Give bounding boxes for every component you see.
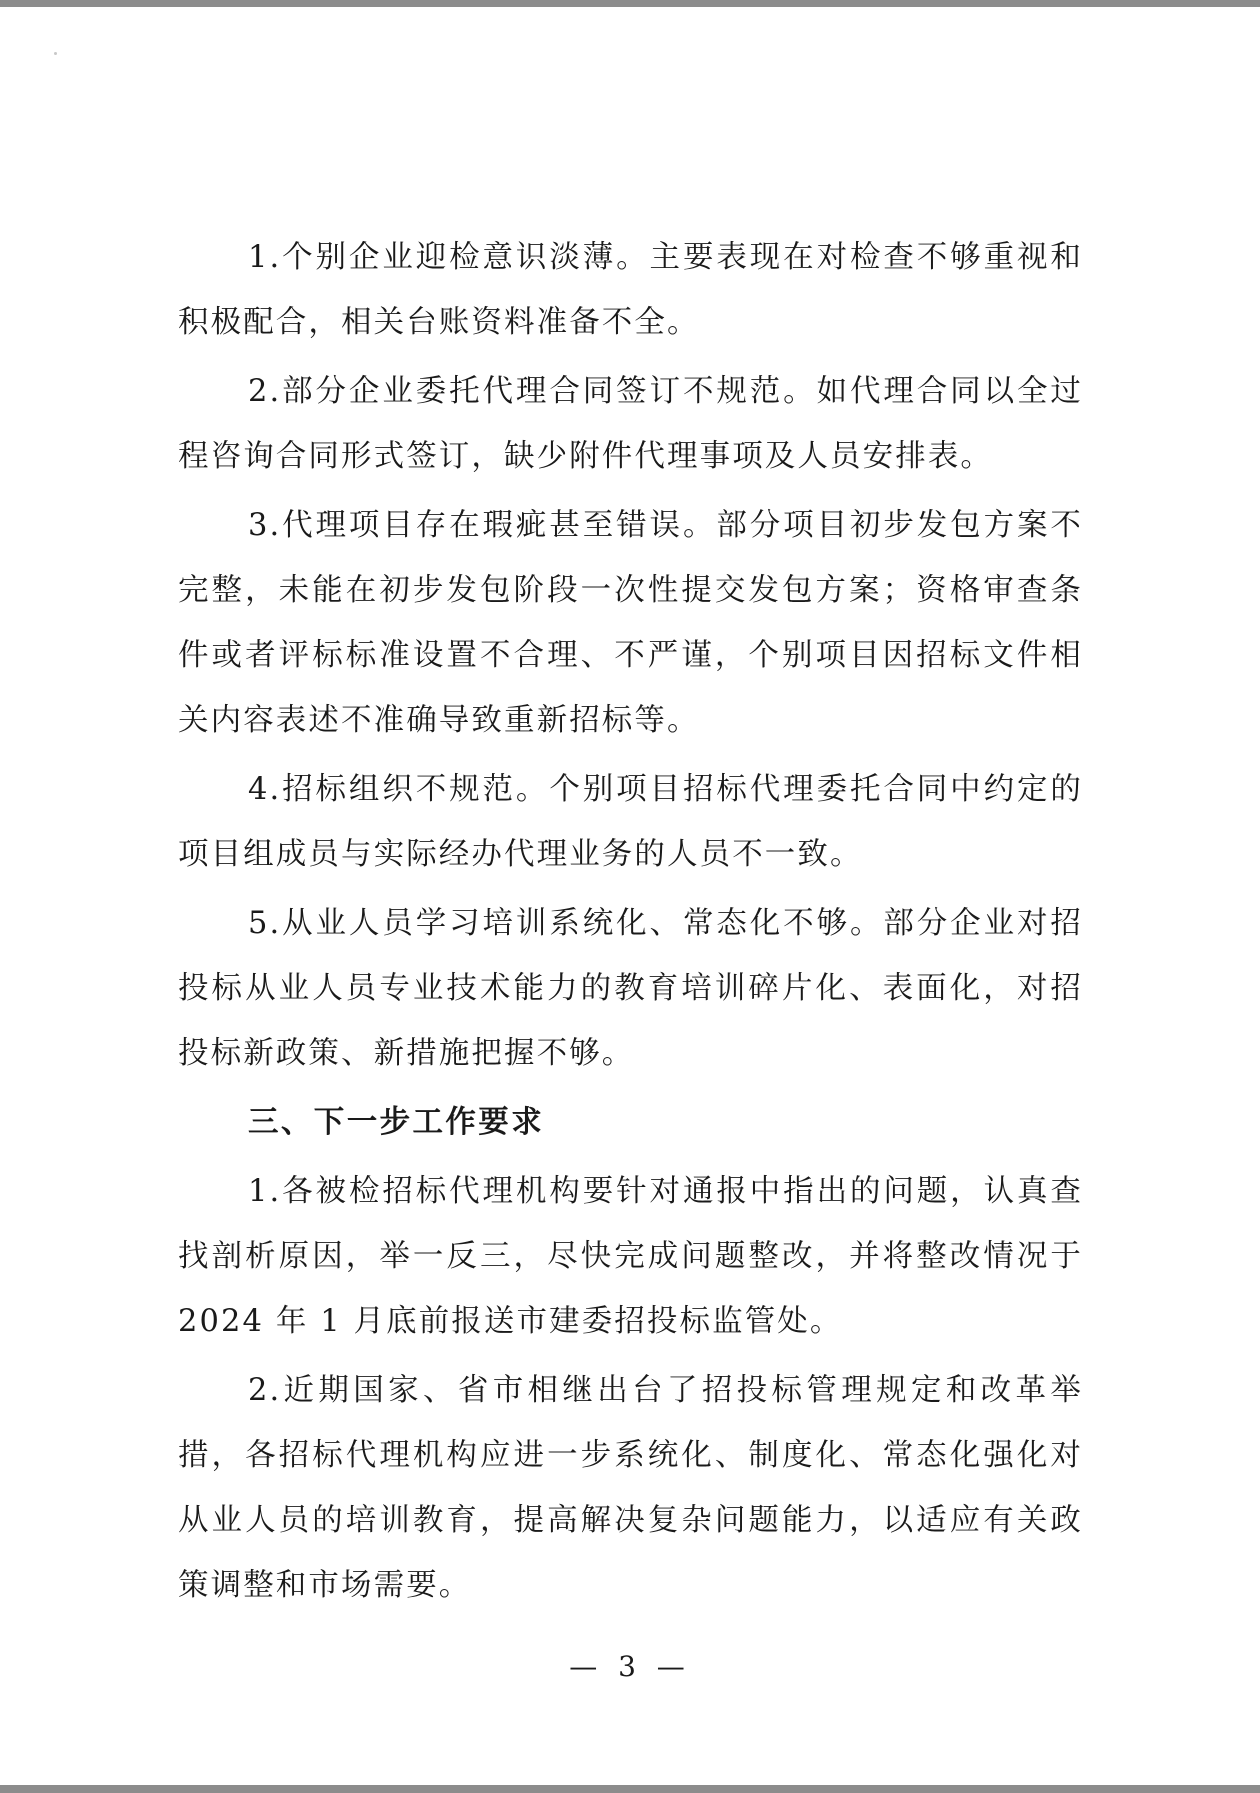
issue-paragraph-1: 1.个别企业迎检意识淡薄。主要表现在对检查不够重视和积极配合，相关台账资料准备不全。 [178,240,1083,340]
issue-paragraph-5: 5.从业人员学习培训系统化、常态化不够。部分企业对招投标从业人员专业技术能力的教育培训碎片化、表面化，对招投标新政策、新措施把握不够。 [178,906,1083,1071]
scan-artifact [54,52,57,55]
requirement-paragraph-2: 2.近期国家、省市相继出台了招投标管理规定和改革举措，各招标代理机构应进一步系统化、制度化、常态化强化对从业人员的培训教育，提高解决复杂问题能力，以适应有关政策调整和市场需要。 [178,1373,1083,1603]
section-heading: 三、下一步工作要求 [248,1105,545,1140]
issue-paragraph-4: 4.招标组织不规范。个别项目招标代理委托合同中约定的项目组成员与实际经办代理业务的人员不一致。 [178,772,1083,872]
document-body [178,225,1083,1622]
requirement-paragraph-1: 1.各被检招标代理机构要针对通报中指出的问题，认真查找剖析原因，举一反三，尽快完成问题整改，并将整改情况于2024 年 1 月底前报送市建委招投标监管处。 [178,1174,1083,1339]
page-number: — 3 — [569,1650,691,1683]
issue-paragraph-2: 2.部分企业委托代理合同签订不规范。如代理合同以全过程咨询合同形式签订，缺少附件代理事项及人员安排表。 [178,374,1083,474]
scan-top-border [0,0,1260,7]
issue-paragraph-3: 3.代理项目存在瑕疵甚至错误。部分项目初步发包方案不完整，未能在初步发包阶段一次性提交发包方案；资格审查条件或者评标标准设置不合理、不严谨，个别项目因招标文件相关内容表述不准确导致重新招标等。 [178,508,1083,738]
scan-bottom-border [0,1785,1260,1793]
